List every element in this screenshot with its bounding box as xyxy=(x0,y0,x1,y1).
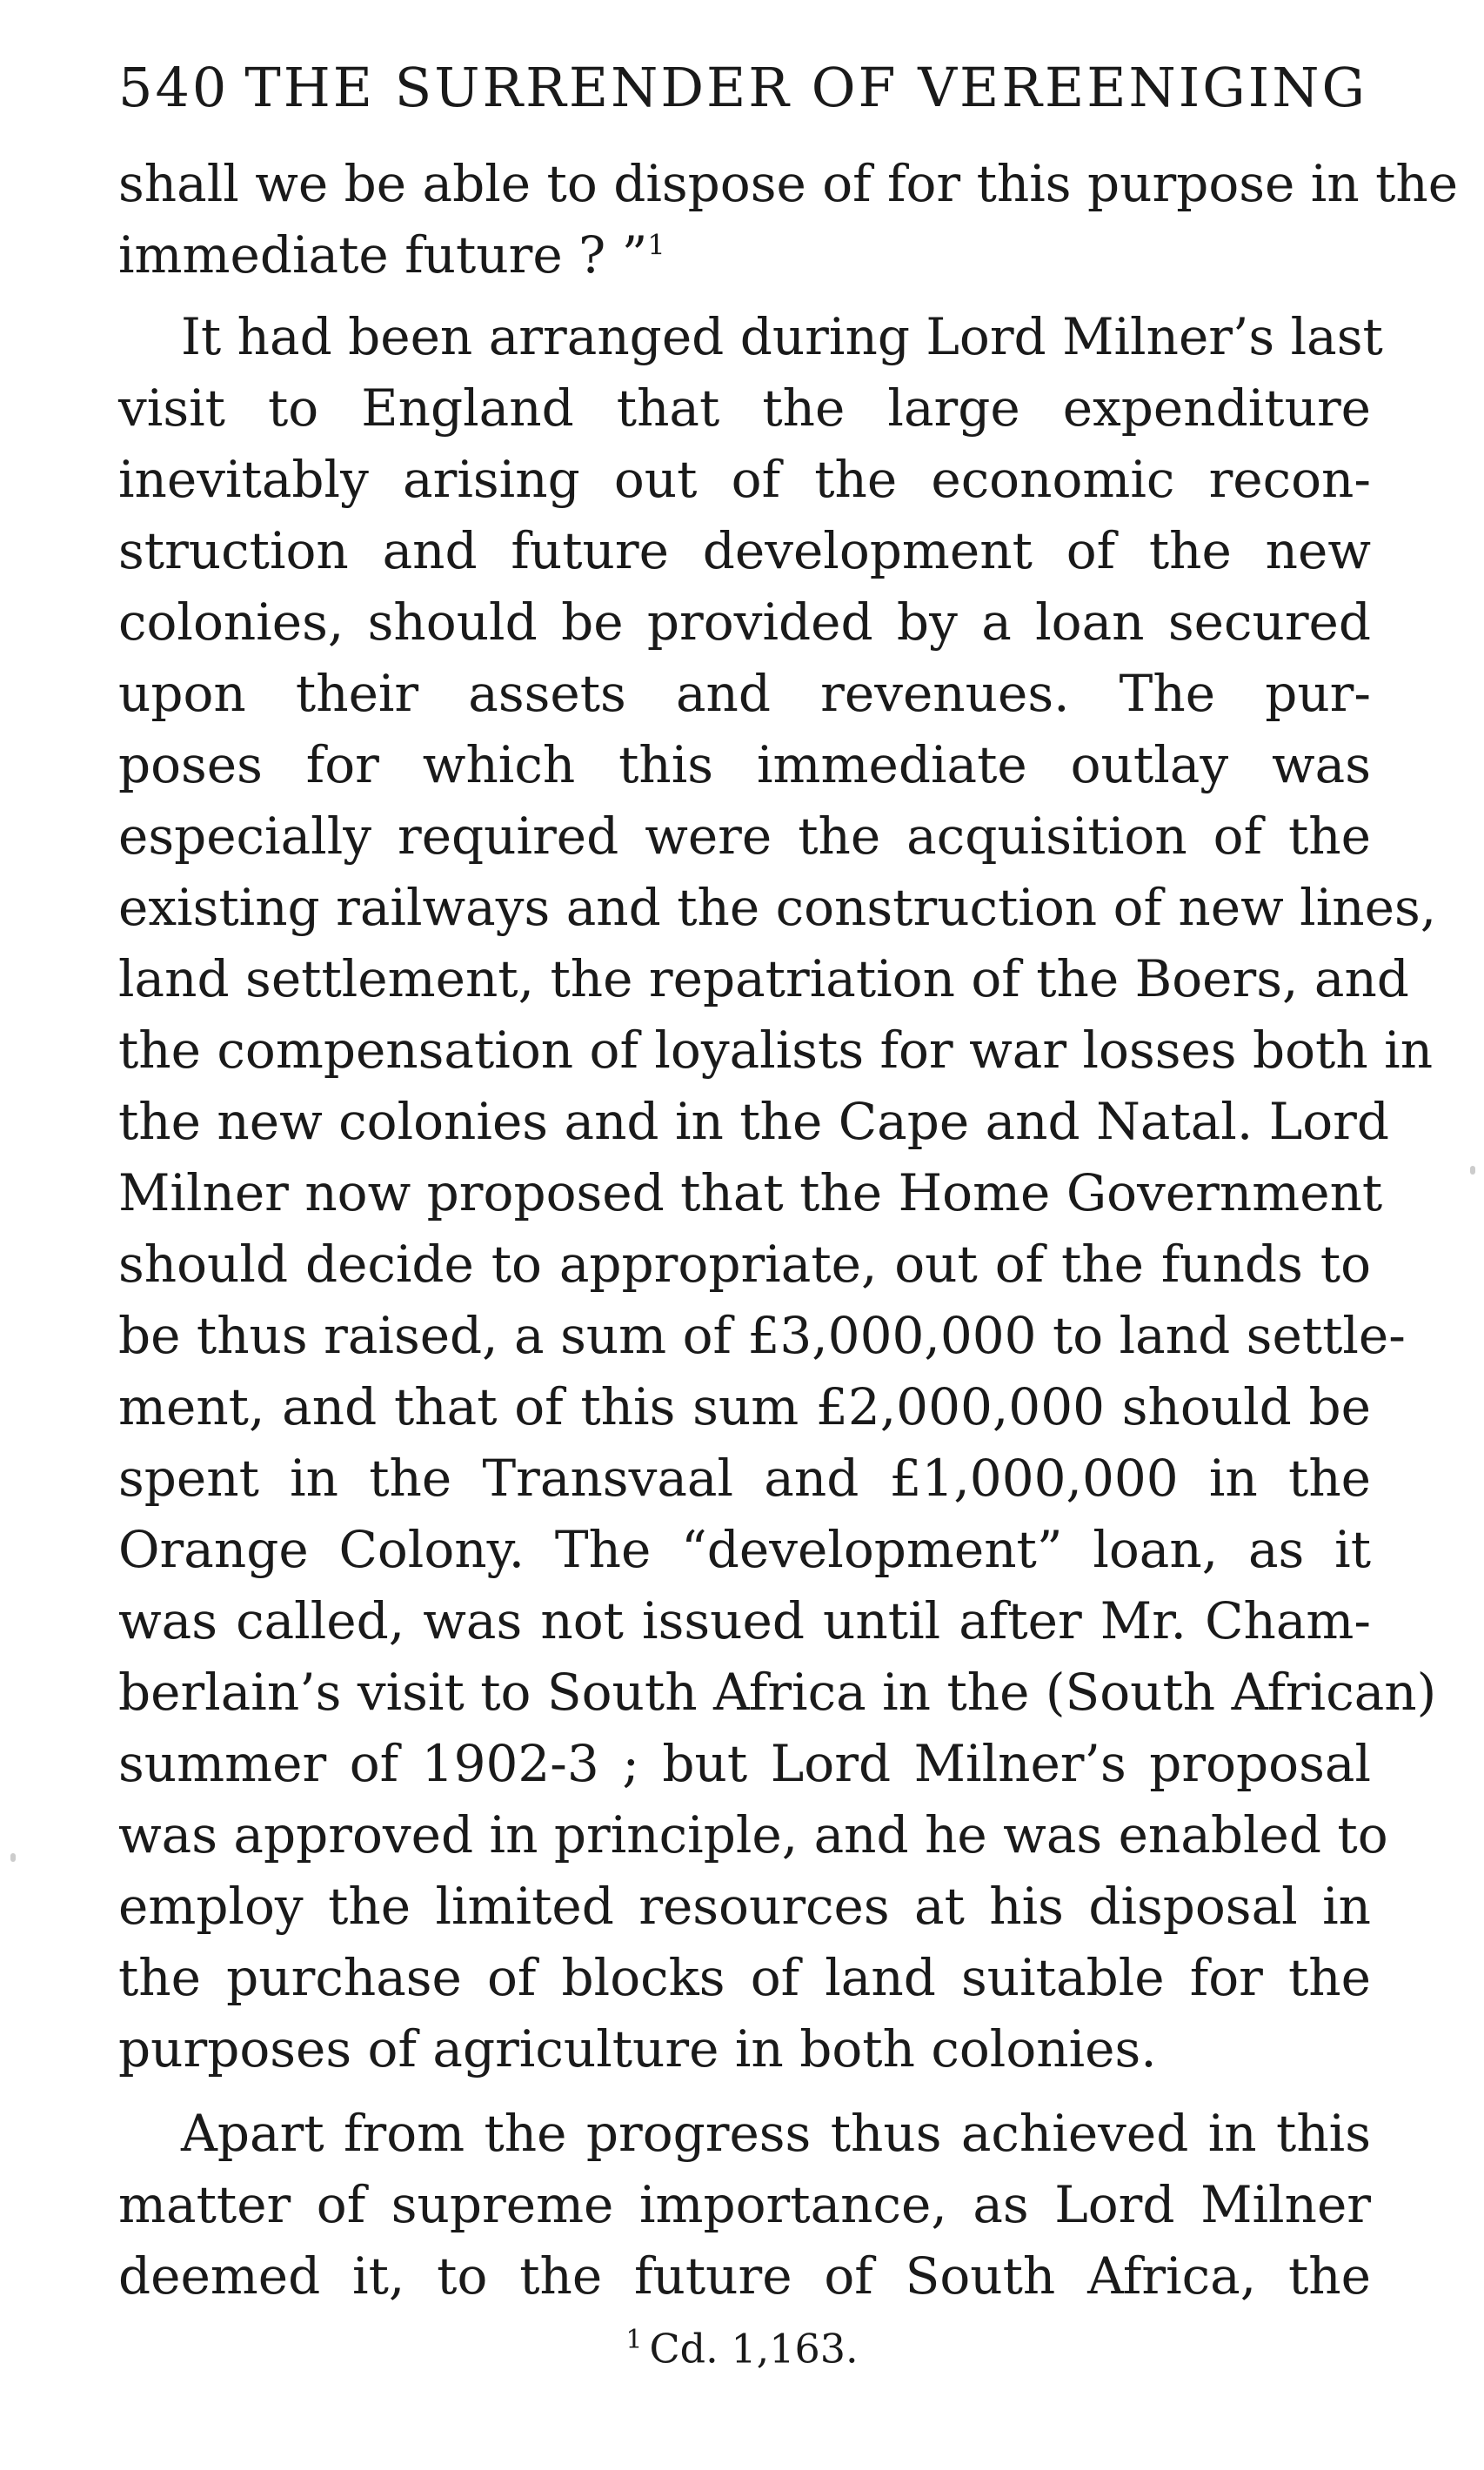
text-line: Orange Colony. The “development” loan, as it xyxy=(118,1520,1371,1579)
text-line: upon their assets and revenues. The pur- xyxy=(118,664,1371,723)
text-line: deemed it, to the future of South Africa, the xyxy=(118,2246,1371,2306)
text-line: the compensation of loyalists for war losses both in xyxy=(118,1021,1434,1080)
text-line: Apart from the progress thus achieved in this xyxy=(181,2104,1371,2163)
paragraph-continued xyxy=(118,148,1459,291)
footnote-mark: 1 xyxy=(625,2325,643,2355)
page-number: 540 xyxy=(118,56,230,119)
text-line: inevitably arising out of the economic recon- xyxy=(118,450,1371,509)
text-line: Milner now proposed that the Home Government xyxy=(118,1163,1383,1222)
text-line: struction and future development of the new xyxy=(118,521,1371,580)
paragraph-apart xyxy=(118,2098,1371,2312)
text-line: was called, was not issued until after Mr. Cham- xyxy=(118,1591,1371,1650)
text-line: purposes of agriculture in both colonies. xyxy=(118,2019,1157,2078)
text-line: the new colonies and in the Cape and Natal. Lord xyxy=(118,1092,1390,1151)
text-line: existing railways and the construction of new lines, xyxy=(118,878,1437,937)
text-line: It had been arranged during Lord Milner’s last xyxy=(181,307,1383,366)
footnote-reference: 1 xyxy=(647,228,665,262)
text-line: should decide to appropriate, out of the funds to xyxy=(118,1235,1371,1294)
text-line: was approved in principle, and he was enabled to xyxy=(118,1805,1388,1864)
footnote-text: Cd. 1,163. xyxy=(649,2325,859,2373)
text-line: the purchase of blocks of land suitable for the xyxy=(118,1948,1371,2007)
text-line: especially required were the acquisition of the xyxy=(118,807,1371,866)
scan-speck xyxy=(1470,1166,1475,1175)
scan-speck xyxy=(10,1853,16,1862)
text-line-content: immediate future ? ” xyxy=(118,225,648,284)
text-line: ment, and that of this sum £2,000,000 should be xyxy=(118,1377,1371,1436)
text-line: poses for which this immediate outlay was xyxy=(118,735,1371,794)
text-line: visit to England that the large expenditure xyxy=(118,378,1371,438)
text-line: employ the limited resources at his disposal in xyxy=(118,1877,1371,1936)
text-line: summer of 1902-3 ; but Lord Milner’s proposal xyxy=(118,1734,1371,1793)
text-line: shall we be able to dispose of for this purpose in the xyxy=(118,154,1459,213)
text-line: colonies, should be provided by a loan secured xyxy=(118,592,1371,652)
text-line: berlain’s visit to South Africa in the (South African) xyxy=(118,1663,1437,1722)
text-line: spent in the Transvaal and £1,000,000 in the xyxy=(118,1449,1371,1508)
running-title: THE SURRENDER OF VEREENIGING xyxy=(244,56,1368,119)
text-line: matter of supreme importance, as Lord Milner xyxy=(118,2175,1371,2234)
footnote xyxy=(0,2325,1484,2373)
paragraph-loan xyxy=(118,301,1437,2085)
text-line: land settlement, the repatriation of the Boers, and xyxy=(118,949,1409,1008)
text-line: be thus raised, a sum of £3,000,000 to land settle- xyxy=(118,1306,1406,1365)
running-header xyxy=(118,56,1371,119)
text-line xyxy=(118,219,1371,291)
